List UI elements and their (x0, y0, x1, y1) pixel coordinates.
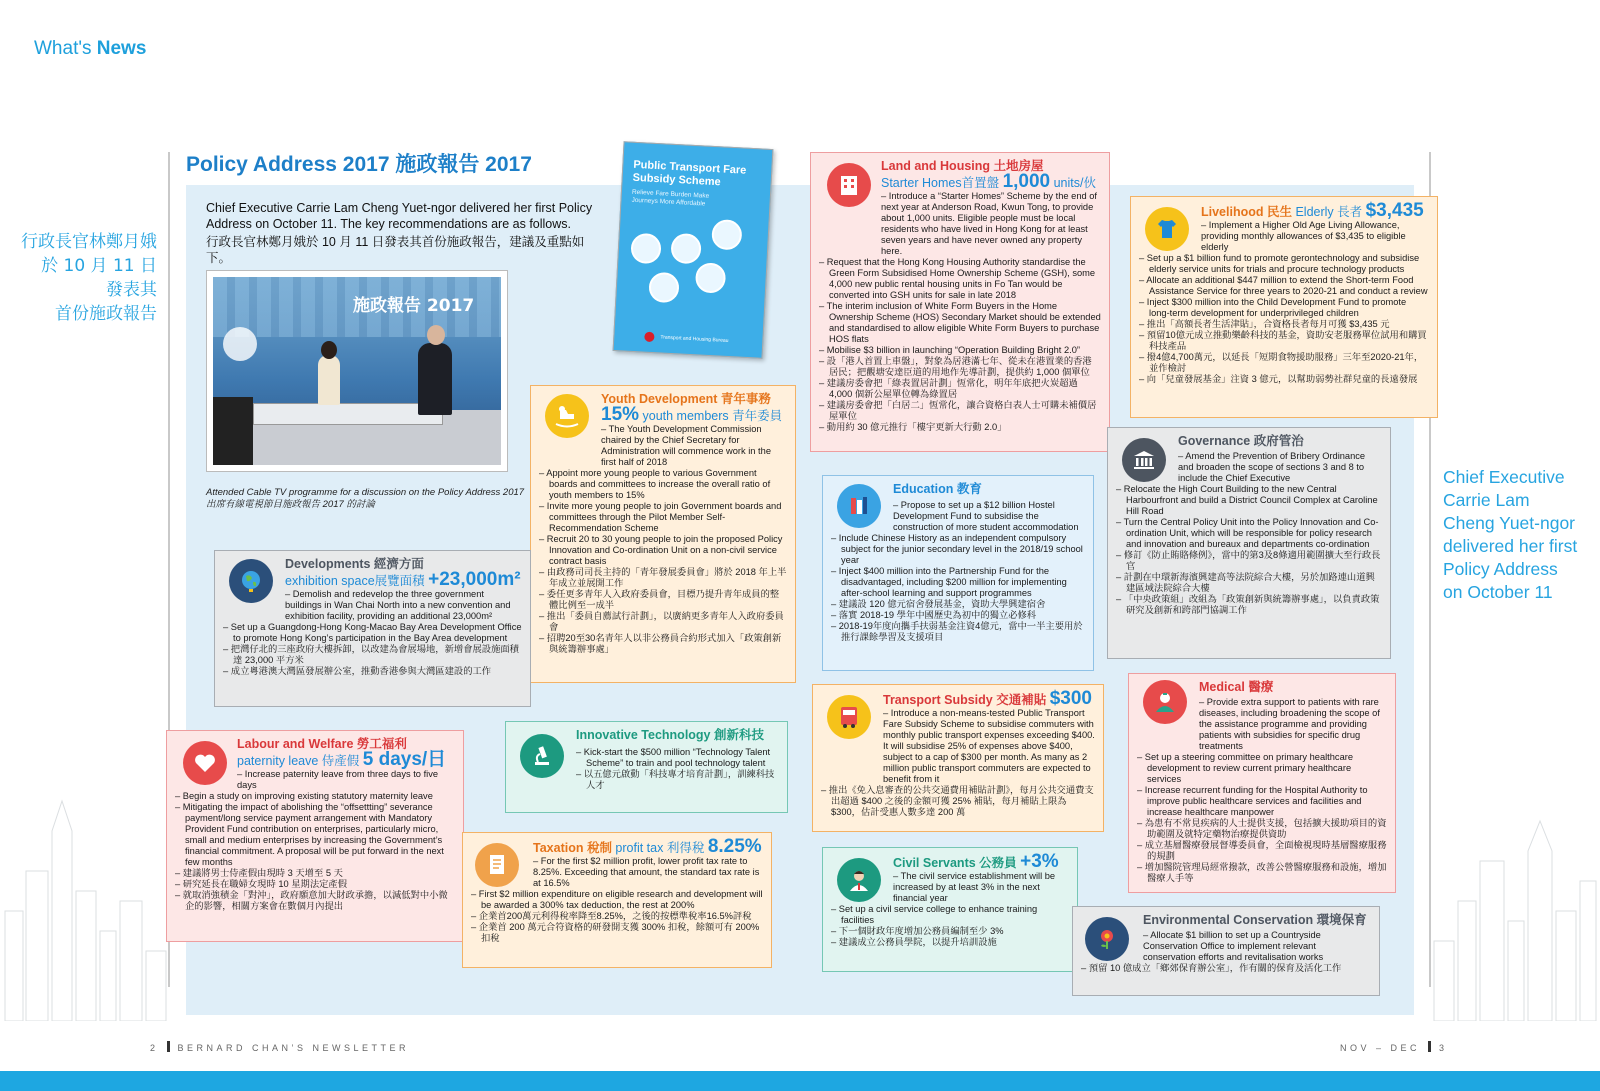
pull-quote-line: Cheng Yuet-ngor (1443, 513, 1576, 533)
footer-bar (1428, 1041, 1431, 1052)
list-item: – 建議將男士侍產假由現時 3 天增至 5 天 (175, 868, 455, 879)
environment-heading: Environmental Conservation 環境保育 (1143, 913, 1367, 927)
intro-chinese: 行政長官林鄭月娥於 10 月 11 日發表其首份施政報告，建議及重點如下。 (206, 235, 585, 265)
education-lead: – Propose to set up a $12 billion Hostel Development Fund to subsidise the construction of more student accommodation (831, 500, 1085, 533)
youth-lead: – The Youth Development Commission chaired by the Chief Secretary for Administration will commence work in the first half of 2018 (539, 424, 787, 468)
developments-lead: – Demolish and redevelop the three government buildings in Wan Chai North into a new convention and exhibition facility, providing an additional 23,000m² (223, 589, 522, 622)
list-item: – Inject $400 million into the Partnership Fund for the disadvantaged, including $200 million for implementing after-school learning and support programmes (831, 566, 1085, 599)
header-prefix: What's (34, 38, 97, 59)
bus-icon (648, 272, 680, 304)
studio-backdrop-text: 施政報告 2017 (353, 296, 475, 316)
doctor-icon (1143, 680, 1187, 724)
skyline-right-illustration (1430, 791, 1600, 1021)
list-item: – 動用約 30 億元推行「樓宇更新大行動 2.0」 (819, 422, 1101, 433)
list-item: – Include Chinese History as an independent compulsory subject for the junior secondary level in the 2018/19 school year (831, 533, 1085, 566)
list-item: – Allocate an additional $447 million to extend the Short-term Food Assistance Service for three years to 2020-21 and conduct a review (1139, 275, 1429, 297)
issue-period: NOV – DEC (1340, 1043, 1421, 1053)
transport-heading: Transport Subsidy 交通補貼 (883, 693, 1050, 707)
pull-quote-line: 首份施政報告 (55, 304, 157, 324)
list-item: – 成立粵港澳大灣區發展辦公室，推動香港參與大灣區建設的工作 (223, 666, 522, 677)
labour-welfare-box (166, 730, 464, 942)
medical-lead: – Provide extra support to patients with rare diseases, including broadening the scope of the assistance programme and providing patients with subsidies for specific drug treatments (1137, 697, 1387, 752)
list-item: – Mitigating the impact of abolishing the “offsettting” severance payment/long service payment arrangement with Mandatory Provident Fund contribution on enterprises, particularly micro, small and medium enterprises by increasing the Government’s financial commitment. A proposal will be put forward in the next few months (175, 802, 455, 868)
land-housing-list (819, 257, 1101, 433)
header-bold: News (96, 38, 147, 59)
intro-text (206, 200, 606, 266)
taxation-box (462, 832, 772, 968)
livelihood-figure: $3,435 (1365, 200, 1424, 221)
list-item: – Kick-start the $500 million “Technology Talent Scheme” to train and pool technology talent (576, 747, 779, 769)
footer-left (150, 1041, 409, 1053)
host-figure (318, 355, 340, 405)
list-item: – 設「港人首置上車盤」，對象為居港滿七年、從未在港置業的香港居民；把觀塘安達臣道的用地作先導計劃，提供約 1,000 個單位 (819, 356, 1101, 378)
list-item: – 向「兒童發展基金」注資 3 億元，以幫助弱勢社群兒童的長遠發展 (1139, 374, 1429, 385)
skyline-left-illustration (0, 791, 170, 1021)
list-item: – 就取消強積金「對沖」，政府願意加大財政承擔，以減低對中小微企的影響，相關方案會在數個月內提出 (175, 890, 455, 912)
developments-heading: Developments 經濟方面 (285, 557, 424, 571)
rocking-horse-icon (545, 394, 589, 438)
page-number-right: 3 (1439, 1043, 1448, 1053)
transport-lead: – Introduce a non-means-tested Public Transport Fare Subsidy Scheme to subsidise commuters with monthly public transport expenses exceeding $400. It will subsidise 25% of expenses above $400, subject to a cap of $300 per month. As many as 2 million public transport commuters are expected to benefit from it (821, 708, 1095, 785)
list-item: – 預留 10 億成立「鄉郊保育辦公室」，作有關的保育及活化工作 (1081, 963, 1371, 974)
civil-lead: – The civil service establishment will be increased by at least 3% in the next financial year (831, 871, 1069, 904)
environmental-conservation-box (1072, 906, 1380, 996)
train-icon (630, 233, 662, 265)
caption-english: Attended Cable TV programme for a discussion on the Policy Address 2017 (206, 487, 525, 498)
document-icon (475, 843, 519, 887)
civil-servants-box (822, 847, 1078, 972)
list-item: – Appoint more young people to various Government boards and committees to increase the overall ratio of youth members to 15% (539, 468, 787, 501)
youth-figure: 15% (601, 404, 640, 425)
land-housing-subheading: Starter Homes首置盤 (881, 176, 1003, 190)
list-item: – Begin a study on improving existing statutory maternity leave (175, 791, 455, 802)
footer-right (1340, 1041, 1448, 1053)
ferry-icon (670, 233, 702, 265)
labour-subheading: paternity leave 侍產假 (237, 754, 363, 768)
list-item: – 推出「委員自薦試行計劃」，以廣納更多青年人入政府委員會 (539, 611, 787, 633)
taxation-heading: Taxation 稅制 (533, 841, 616, 855)
pull-quote-line: Carrie Lam (1443, 490, 1530, 510)
shirt-icon (1145, 207, 1189, 251)
bottom-color-band (0, 1071, 1600, 1091)
list-item: – 招聘20至30名青年人以非公務員合約形式加入「政策創新與統籌辦事處」 (539, 633, 787, 655)
land-housing-heading: Land and Housing 土地房屋 (881, 159, 1044, 173)
land-housing-box (810, 152, 1110, 452)
newsletter-name: BERNARD CHAN’S NEWSLETTER (177, 1043, 410, 1053)
list-item: – 「中央政策組」改組為「政策創新與統籌辦事處」，以負責政策研究及創新和跨部門協調工作 (1116, 594, 1382, 616)
labour-lead: – Increase paternity leave from three days to five days (175, 769, 455, 791)
developments-figure: +23,000m² (428, 569, 521, 590)
environment-lead: – Allocate $1 billion to set up a Countryside Conservation Office to implement relevant conservation efforts and revitalisation works (1081, 930, 1371, 963)
list-item: – 增加醫院管理局經常撥款，改善公營醫療服務和設施，增加醫療人手等 (1137, 862, 1387, 884)
fare-subsidy-booklet (613, 141, 774, 359)
innovation-heading: Innovative Technology 創新科技 (576, 728, 764, 742)
youth-subheading: youth members 青年委員 (639, 409, 783, 423)
list-item: – Set up a $1 billion fund to promote gerontechnology and subsidise elderly service units for trials and procure technology products (1139, 253, 1429, 275)
youth-heading: Youth Development 青年事務 (601, 392, 771, 406)
governance-lead: – Amend the Prevention of Bribery Ordinance and broaden the scope of sections 3 and 8 to include the Chief Executive (1116, 451, 1382, 484)
pull-quote-line: 發表其 (106, 280, 157, 300)
list-item: – 把灣仔北的三座政府大樓拆卸，以改建為會展場地，新增會展設施面積達 23,000 平方米 (223, 644, 522, 666)
list-item: – Increase recurrent funding for the Hospital Authority to improve public healthcare services and facilities and increase healthcare manpower (1137, 785, 1387, 818)
booklet-subtitle: Relieve Fare Burden Make Journeys More Affordable (631, 188, 710, 208)
minibus-icon (695, 262, 727, 294)
section-header (34, 38, 146, 60)
footer-bar (167, 1041, 170, 1052)
pull-quote-line: on October 11 (1443, 582, 1553, 602)
list-item: – 推出《免入息審查的公共交通費用補貼計劃》，每月公共交通費支出超過 $400 之後的金額可獲 25% 補貼，每月補貼上限為 $300，估計受惠人數多達 200 萬 (821, 785, 1095, 818)
list-item: – 修訂《防止賄賂條例》，當中的第3及8條適用範圍擴大至行政長官 (1116, 550, 1382, 572)
list-item: – 撥4億4,700萬元，以延長「短期食物援助服務」三年至2020-21年，並作檢討 (1139, 352, 1429, 374)
list-item: – Invite more young people to join Government boards and committees through the Pilot Member Self-Recommendation Scheme (539, 501, 787, 534)
tram-icon (711, 219, 743, 251)
civil-servant-icon (837, 858, 881, 902)
list-item: – Turn the Central Policy Unit into the Policy Innovation and Co-ordination Unit, which will be responsible for policy research and innovation and bureaux and departments co-ordination (1116, 517, 1382, 550)
heart-icon (183, 741, 227, 785)
photo-caption (206, 487, 536, 511)
medical-heading: Medical 醫療 (1199, 680, 1274, 694)
list-item: – 2018-19年度向攜手扶弱基金注資4億元，當中一半主要用於推行課餘學習及支援項目 (831, 621, 1085, 643)
microscope-icon (520, 734, 564, 778)
caption-chinese: 出席有線電視節目施政報告 2017 的討論 (206, 499, 375, 510)
list-item: – 研究延長在職婦女現時 10 星期法定產假 (175, 879, 455, 890)
list-item: – 企業首 200 萬元合符資格的研發開支獲 300% 扣稅，餘額可有 200% 扣稅 (471, 922, 763, 944)
list-item: – 為患有不常見疾病的人士提供支援，包括擴大援助項目的資助範圍及就特定藥物治療提供資助 (1137, 818, 1387, 840)
list-item: – Set up a civil service college to enhance training facilities (831, 904, 1069, 926)
governance-box (1107, 427, 1391, 659)
books-icon (837, 484, 881, 528)
education-heading: Education 教育 (893, 482, 982, 496)
land-housing-unit: units/伙 (1050, 176, 1096, 190)
pull-quote-chinese (20, 230, 157, 326)
pull-quote-english (1443, 466, 1593, 604)
land-housing-lead: – Introduce a “Starter Homes” Scheme by the end of next year at Anderson Road, Kwun Tong, to provide about 1,000 units. Eligible people must be local residents who have lived in Hong Kong for at least seven years and have never owned any property here. (819, 191, 1101, 257)
photo-image (213, 277, 501, 465)
land-housing-figure: 1,000 (1002, 171, 1051, 192)
livelihood-box (1130, 196, 1438, 418)
taxation-figure: 8.25% (707, 836, 762, 857)
list-item: – 建議成立公務員學院，以提升培訓設施 (831, 937, 1069, 948)
tv-studio-photo (206, 270, 508, 472)
bus-icon (827, 695, 871, 739)
list-item: – Set up a steering committee on primary healthcare development to review current primary healthcare services (1137, 752, 1387, 785)
list-item: – First $2 million expenditure on eligible research and development will be awarded a 300% tax deduction, the rest at 200% (471, 889, 763, 911)
list-item: – 預留10億元成立推動樂齡科技的基金，資助安老服務單位試用和購買科技產品 (1139, 330, 1429, 352)
list-item: – Relocate the High Court Building to the new Central Harbourfront and build a District Council Complex at Caroline Hill Road (1116, 484, 1382, 517)
labour-heading: Labour and Welfare 勞工福利 (237, 737, 407, 751)
list-item: – 落實 2018-19 學年中國歷史為初中的獨立必修科 (831, 610, 1085, 621)
civil-heading: Civil Servants 公務員 (893, 856, 1021, 870)
building-icon (827, 163, 871, 207)
developments-box (214, 550, 531, 707)
list-item: – 委任更多青年人入政府委員會，目標乃提升青年成員的整體比例至一成半 (539, 589, 787, 611)
guest-figure (418, 343, 452, 415)
transport-figure: $300 (1049, 688, 1092, 709)
pull-quote-line: 行政長官林鄭月娥 (21, 232, 157, 252)
list-item: – 建議房委會把「白居二」恆常化，讓合資格白表人士可購未補價居屋單位 (819, 400, 1101, 422)
list-item: – 由政務司司長主持的「青年發展委員會」將於 2018 年上半年成立並展開工作 (539, 567, 787, 589)
developments-subheading: exhibition space展覽面積 (285, 574, 429, 588)
pull-quote-line: delivered her first (1443, 536, 1578, 556)
list-item: – 計劃在中環新海濱興建高等法院綜合大樓，另於加路連山道興建區域法院綜合大樓 (1116, 572, 1382, 594)
list-item: – 成立基層醫療發展督導委員會，全面檢視現時基層醫療服務的規劃 (1137, 840, 1387, 862)
booklet-title: Public Transport Fare Subsidy Scheme (632, 158, 747, 189)
page-number-left: 2 (150, 1043, 159, 1053)
globe-icon (229, 559, 273, 603)
policy-address-title: Policy Address 2017 施政報告 2017 (186, 153, 532, 176)
youth-development-box (530, 385, 796, 683)
taxation-subheading: profit tax 利得稅 (615, 841, 708, 855)
governance-heading: Governance 政府管治 (1178, 434, 1304, 448)
innovative-technology-box (505, 721, 788, 813)
livelihood-subheading: Elderly 長者 (1295, 205, 1366, 219)
list-item: – Request that the Hong Kong Housing Authority standardise the Green Form Subsidised Home Ownership Scheme (GSH), some 4,000 new public rental housing units in Fo Tan would be converted into GSH units for sale in late 2018 (819, 257, 1101, 301)
labour-figure: 5 days/日 (362, 749, 447, 770)
taxation-lead: – For the first $2 million profit, lower profit tax rate to 8.25%. Exceeding that amount, the standard tax rate is at 16.5% (471, 856, 763, 889)
list-item: – 企業首200萬元利得稅率降至8.25%，之後的按標準稅率16.5%評稅 (471, 911, 763, 922)
civil-figure: +3% (1020, 851, 1059, 872)
medical-box (1128, 673, 1396, 893)
education-box (822, 475, 1094, 671)
government-building-icon (1122, 438, 1166, 482)
pull-quote-line: 於 10 月 11 日 (41, 256, 157, 276)
list-item: – 以五億元啟動「科技專才培育計劃」，訓練科技人才 (576, 769, 779, 791)
list-item: – The interim inclusion of White Form Buyers in the Home Ownership Scheme (HOS) Secondary Market should be extended and standardised to allow eligible White Form Buyers to purchase HOS flats (819, 301, 1101, 345)
list-item: – Mobilise $3 billion in launching “Operation Building Bright 2.0” (819, 345, 1101, 356)
intro-english: Chief Executive Carrie Lam Cheng Yuet-ngor delivered her first Policy Address on October 11. The key recommendations are as follows. (206, 201, 593, 231)
list-item: – Set up a Guangdong-Hong Kong-Macao Bay Area Development Office to promote Hong Kong’s participation in the Bay Area development (223, 622, 522, 644)
booklet-department: Transport and Housing Bureau (660, 334, 729, 344)
list-item: – 建議房委會把「綠表置居計劃」恆常化，明年年底把火炭超過 4,000 個新公屋單位轉為綠置居 (819, 378, 1101, 400)
list-item: – 建議設 120 億元宿舍發展基金，資助大學興建宿舍 (831, 599, 1085, 610)
flower-icon (1085, 917, 1129, 961)
list-item: – 推出「高額長者生活津貼」，合資格長者每月可獲 $3,435 元 (1139, 319, 1429, 330)
pull-quote-line: Chief Executive (1443, 467, 1565, 487)
transport-subsidy-box (812, 684, 1104, 832)
government-logo-icon (644, 332, 655, 343)
pull-quote-line: Policy Address (1443, 559, 1558, 579)
list-item: – 下一個財政年度增加公務員編制至少 3% (831, 926, 1069, 937)
list-item: – Recruit 20 to 30 young people to join the proposed Policy Innovation and Co-ordination Unit on a non-civil service contract basis (539, 534, 787, 567)
livelihood-heading: Livelihood 民生 (1201, 205, 1296, 219)
livelihood-lead: – Implement a Higher Old Age Living Allowance, providing monthly allowances of $3,435 to eligible elderly (1139, 220, 1429, 253)
list-item: – Inject $300 million into the Child Development Fund to promote long-term development for underprivileged children (1139, 297, 1429, 319)
